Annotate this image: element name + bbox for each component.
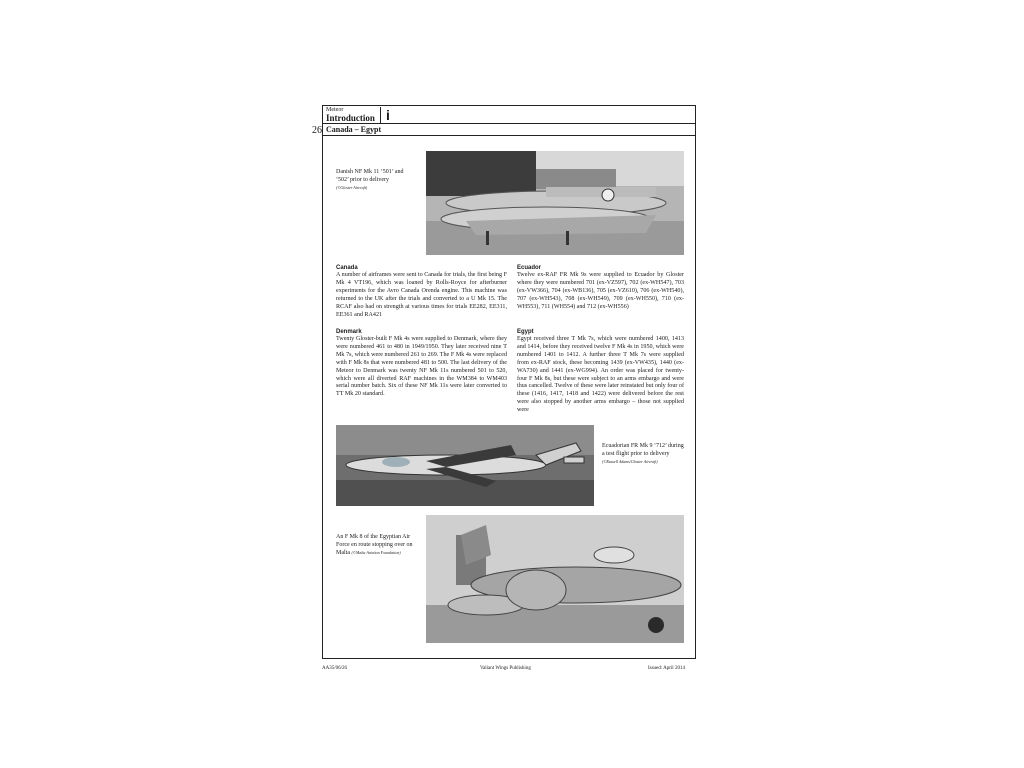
subheader-divider (322, 135, 696, 136)
ecuador-body: Twelve ex-RAF FR Mk 9s were supplied to Ecuador by Gloster where they were numbered 701 (ex-VZ597), 702 (ex-WH547), 703 (ex-VW366), 704 (ex-WB136), 705 (ex-VZ610), 706 (ex-WH540), 707 (ex-WH543), 708 (ex-WH549), 709 (ex-WH550), 710 (ex-WH553), 711 (WH554) and 712 (ex-WH556) (517, 272, 684, 310)
photo-egyptian-f8 (426, 515, 684, 643)
photo-3-credit: (©Malta Aviation Foundation) (351, 550, 401, 555)
ecuador-heading: Ecuador (517, 265, 542, 271)
series-label: Meteor (326, 107, 344, 113)
photo-2-credit: (©Russell Adams/Gloster Aircraft) (602, 459, 658, 464)
footer-code: AA35/06/26 (322, 666, 347, 671)
section-denmark (336, 328, 507, 399)
egypt-heading: Egypt (517, 329, 534, 335)
egypt-body: Egypt received three T Mk 7s, which were numbered 1400, 1413 and 1414, before they received twelve F Mk 4s in 1950, which were numbered 1401 to 1412. A further three T Mk 7s were supplied from ex-RAF stock, these becoming 1439 (ex-VW435), 1440 (ex-WA730) and 1441 (ex-WG994). An order was placed for twenty-four F Mk 8s, but these were subject to an arms embargo and were thus cancelled. Twelve of these were later reinstated but only four of these (1416, 1417, 1418 and 1422) were delivered before the rest were also stopped by another arms embargo – those not supplied were (517, 336, 684, 414)
photo-danish-nf11 (426, 151, 684, 255)
photo-3-caption (336, 533, 420, 557)
header-divider (322, 123, 696, 124)
photo-1-caption-text: Danish NF Mk 11 ‘501’ and ‘502’ prior to delivery (336, 169, 404, 183)
canada-heading: Canada (336, 265, 358, 271)
canada-body: A number of airframes were sent to Canada for trials, the first being F Mk 4 VT196, which was loaned by Rolls-Royce for afterburner experiments for the Avro Canada Orenda engine. This machine was returned to the UK after the trials and converted to a U Mk 15. The RCAF also had on strength at various times for trials EE282, EE311, EE361 and RA421 (336, 272, 507, 318)
footer-issued: Issued: April 2014 (648, 666, 685, 671)
photo-1-credit: (©Gloster Aircraft) (336, 185, 368, 190)
page-number: 26 (312, 125, 322, 136)
section-canada (336, 264, 507, 319)
section-ecuador (517, 264, 684, 312)
chapter-subtitle: Canada – Egypt (326, 125, 382, 134)
photo-3-caption-text: An F Mk 8 of the Egyptian Air Force en route stopping over on Malta (336, 534, 413, 556)
denmark-body: Twenty Gloster-built F Mk 4s were supplied to Denmark, where they were numbered 461 to 480 in 1949/1950. They later received nine T Mk 7s, which were numbered 261 to 269. The F Mk 4s were replaced with F Mk 8s that were numbered 481 to 500. The last delivery of the Meteor to Denmark was twenty NF Mk 11s numbered 501 to 520, which were all diverted RAF machines in the WM384 to WM403 serial number batch. Six of these NF Mk 11s were later converted to TT Mk 20 standard. (336, 336, 507, 398)
section-egypt (517, 328, 684, 415)
info-icon: i (380, 107, 395, 123)
photo-2-caption (602, 442, 686, 466)
photo-ecuadorian-fr9 (336, 425, 594, 506)
photo-1-caption (336, 168, 416, 192)
denmark-heading: Denmark (336, 329, 362, 335)
section-title: Introduction (326, 113, 375, 123)
photo-2-caption-text: Ecuadorian FR Mk 9 ‘712’ during a test flight prior to delivery (602, 443, 684, 457)
footer-publisher: Valiant Wings Publishing (480, 666, 531, 671)
